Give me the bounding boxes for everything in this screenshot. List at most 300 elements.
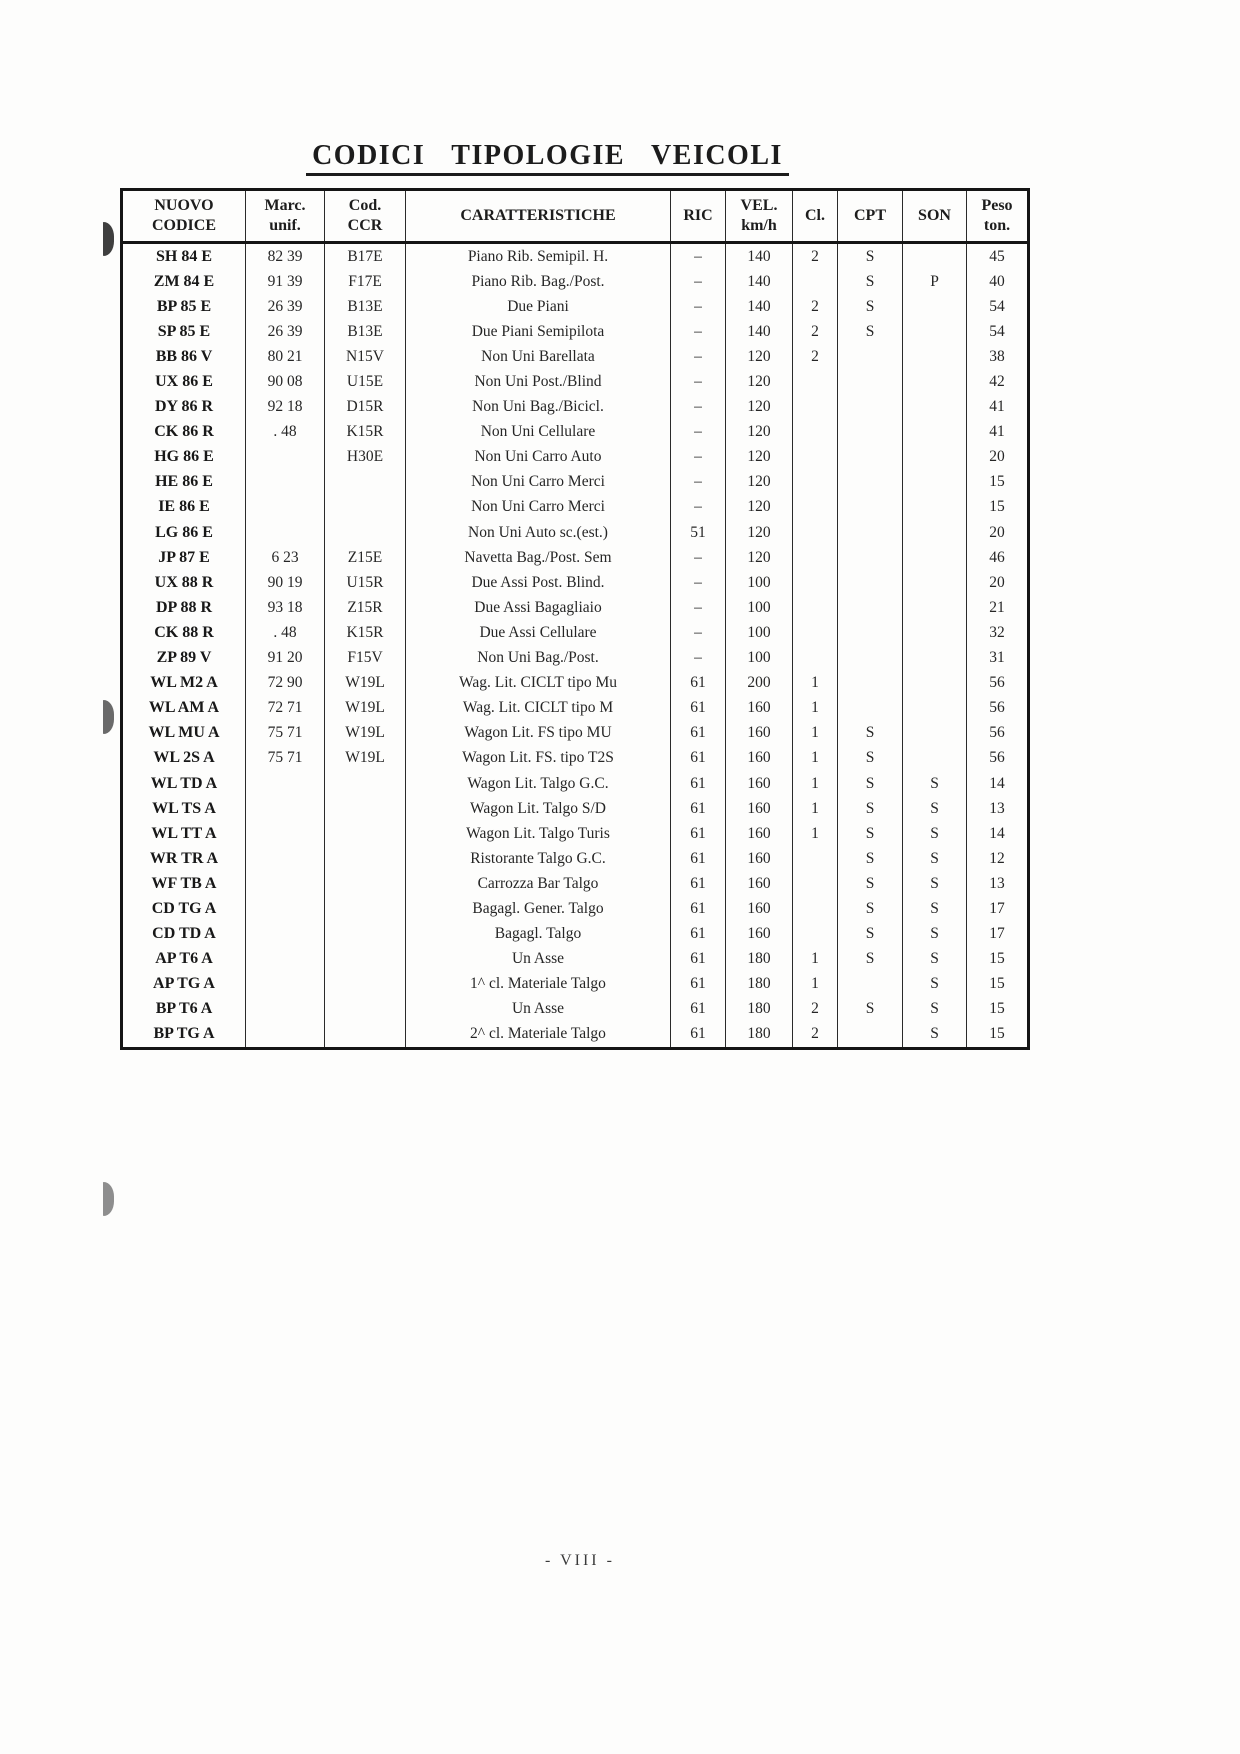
cell-marc [246,972,325,997]
cell-cpt [838,520,903,545]
cell-son [903,671,967,696]
cell-cpt: S [838,922,903,947]
cell-ccr: D15R [325,395,406,420]
cell-ccr: U15E [325,369,406,394]
cell-peso: 41 [967,420,1029,445]
cell-marc [246,922,325,947]
cell-ric: 61 [671,922,726,947]
cell-peso: 15 [967,947,1029,972]
cell-ccr [325,922,406,947]
cell-son [903,696,967,721]
cell-ric: – [671,420,726,445]
cell-cl [793,445,838,470]
cell-car: Due Piani Semipilota [406,319,671,344]
cell-peso: 13 [967,871,1029,896]
cell-peso: 14 [967,821,1029,846]
cell-cpt [838,395,903,420]
cell-ccr: Z15R [325,595,406,620]
cell-marc [246,470,325,495]
cell-car: Non Uni Cellulare [406,420,671,445]
cell-ric: – [671,269,726,294]
cell-cpt: S [838,746,903,771]
cell-cl [793,871,838,896]
cell-cl: 2 [793,319,838,344]
vehicle-codes-table [120,188,1030,1050]
cell-ccr: K15R [325,620,406,645]
cell-car: Un Asse [406,997,671,1022]
cell-ric: – [671,294,726,319]
cell-vel: 140 [726,243,793,270]
cell-car: Non Uni Auto sc.(est.) [406,520,671,545]
cell-peso: 12 [967,846,1029,871]
cell-vel: 120 [726,420,793,445]
cell-vel: 180 [726,972,793,997]
cell-car: 2^ cl. Materiale Talgo [406,1022,671,1049]
table-body [122,243,1029,1049]
cell-cl [793,922,838,947]
cell-son: S [903,796,967,821]
cell-cpt: S [838,243,903,270]
cell-peso: 56 [967,721,1029,746]
cell-ccr: W19L [325,721,406,746]
cell-vel: 120 [726,445,793,470]
table-row [122,796,1029,821]
cell-son [903,319,967,344]
cell-vel: 160 [726,871,793,896]
cell-ccr: K15R [325,420,406,445]
cell-son [903,746,967,771]
cell-ccr [325,821,406,846]
cell-codice: WL TT A [122,821,246,846]
cell-cl: 1 [793,721,838,746]
cell-vel: 160 [726,922,793,947]
cell-codice: DY 86 R [122,395,246,420]
cell-ccr [325,997,406,1022]
cell-vel: 180 [726,947,793,972]
cell-car: Due Assi Post. Blind. [406,570,671,595]
cell-codice: CK 88 R [122,620,246,645]
cell-ric: 61 [671,796,726,821]
cell-cpt [838,595,903,620]
cell-son [903,395,967,420]
cell-son [903,620,967,645]
cell-vel: 140 [726,294,793,319]
cell-codice: BP 85 E [122,294,246,319]
cell-marc: 92 18 [246,395,325,420]
table-row [122,243,1029,270]
cell-codice: WL MU A [122,721,246,746]
cell-ric: 61 [671,846,726,871]
cell-vel: 100 [726,570,793,595]
page-number: - VIII - [545,1552,615,1569]
cell-peso: 20 [967,520,1029,545]
cell-cl [793,420,838,445]
cell-peso: 15 [967,997,1029,1022]
cell-cl: 2 [793,243,838,270]
cell-vel: 120 [726,470,793,495]
cell-codice: ZP 89 V [122,646,246,671]
cell-cl: 1 [793,671,838,696]
column-header-vel: VEL. km/h [726,190,793,243]
cell-marc: 91 20 [246,646,325,671]
cell-marc: 75 71 [246,721,325,746]
cell-cpt [838,470,903,495]
cell-peso: 42 [967,369,1029,394]
cell-codice: WR TR A [122,846,246,871]
table-row [122,696,1029,721]
cell-peso: 46 [967,545,1029,570]
cell-ccr [325,470,406,495]
cell-ccr: U15R [325,570,406,595]
column-header-ric: RIC [671,190,726,243]
cell-cl: 1 [793,696,838,721]
table-row [122,671,1029,696]
cell-codice: WL M2 A [122,671,246,696]
table-row [122,570,1029,595]
cell-car: Piano Rib. Semipil. H. [406,243,671,270]
cell-cpt: S [838,771,903,796]
table-row [122,922,1029,947]
cell-cpt [838,545,903,570]
cell-son [903,520,967,545]
cell-cl [793,846,838,871]
cell-marc: 26 39 [246,294,325,319]
scan-artifact [103,1182,114,1216]
cell-car: Due Assi Bagagliaio [406,595,671,620]
cell-codice: WL 2S A [122,746,246,771]
cell-son [903,369,967,394]
cell-marc [246,846,325,871]
cell-marc [246,947,325,972]
cell-peso: 17 [967,922,1029,947]
cell-peso: 13 [967,796,1029,821]
cell-car: Wag. Lit. CICLT tipo M [406,696,671,721]
cell-codice: SH 84 E [122,243,246,270]
cell-car: Wagon Lit. Talgo G.C. [406,771,671,796]
cell-ccr [325,1022,406,1049]
table-row [122,972,1029,997]
table-row [122,620,1029,645]
cell-cl [793,896,838,921]
cell-ric: 61 [671,821,726,846]
cell-codice: SP 85 E [122,319,246,344]
cell-ric: 61 [671,997,726,1022]
cell-ccr: Z15E [325,545,406,570]
cell-marc [246,896,325,921]
cell-cpt: S [838,721,903,746]
cell-ccr: B17E [325,243,406,270]
cell-vel: 160 [726,721,793,746]
cell-car: Ristorante Talgo G.C. [406,846,671,871]
table-row [122,520,1029,545]
cell-codice: BP TG A [122,1022,246,1049]
cell-ric: – [671,646,726,671]
cell-cl [793,269,838,294]
cell-codice: AP T6 A [122,947,246,972]
cell-ric: 61 [671,972,726,997]
table-row [122,846,1029,871]
cell-peso: 20 [967,445,1029,470]
table-row [122,1022,1029,1049]
cell-car: Non Uni Post./Blind [406,369,671,394]
cell-ric: 61 [671,947,726,972]
cell-car: Wagon Lit. FS. tipo T2S [406,746,671,771]
table-row [122,445,1029,470]
cell-peso: 45 [967,243,1029,270]
cell-son [903,420,967,445]
cell-vel: 160 [726,796,793,821]
cell-car: Bagagl. Talgo [406,922,671,947]
cell-vel: 120 [726,344,793,369]
cell-vel: 160 [726,771,793,796]
table-row [122,721,1029,746]
cell-car: Wag. Lit. CICLT tipo Mu [406,671,671,696]
cell-car: Non Uni Carro Merci [406,470,671,495]
cell-vel: 180 [726,1022,793,1049]
table-row [122,369,1029,394]
cell-cl [793,520,838,545]
cell-cpt [838,646,903,671]
cell-marc: 80 21 [246,344,325,369]
cell-vel: 140 [726,269,793,294]
cell-peso: 15 [967,495,1029,520]
cell-cpt [838,445,903,470]
cell-car: Non Uni Barellata [406,344,671,369]
cell-marc: 91 39 [246,269,325,294]
cell-cl: 1 [793,796,838,821]
cell-son [903,545,967,570]
cell-ric: 61 [671,696,726,721]
cell-codice: CD TD A [122,922,246,947]
cell-ric: 61 [671,746,726,771]
scan-artifact [103,700,114,734]
cell-cl: 1 [793,821,838,846]
table-row [122,595,1029,620]
cell-son: S [903,997,967,1022]
cell-cl [793,369,838,394]
cell-cl: 1 [793,947,838,972]
cell-peso: 56 [967,696,1029,721]
cell-son: S [903,846,967,871]
cell-ric: – [671,243,726,270]
cell-car: Due Piani [406,294,671,319]
cell-peso: 54 [967,319,1029,344]
cell-marc [246,520,325,545]
cell-ccr: W19L [325,671,406,696]
cell-marc: 82 39 [246,243,325,270]
cell-codice: WL TS A [122,796,246,821]
cell-peso: 41 [967,395,1029,420]
cell-cpt [838,344,903,369]
cell-son [903,470,967,495]
cell-vel: 120 [726,520,793,545]
cell-peso: 56 [967,746,1029,771]
cell-cpt: S [838,294,903,319]
cell-cpt: S [838,846,903,871]
cell-ccr [325,896,406,921]
cell-cpt [838,495,903,520]
cell-ric: – [671,570,726,595]
cell-peso: 56 [967,671,1029,696]
cell-son: S [903,922,967,947]
cell-ric: – [671,395,726,420]
cell-codice: LG 86 E [122,520,246,545]
cell-son: S [903,1022,967,1049]
cell-marc: 26 39 [246,319,325,344]
column-header-car: CARATTERISTICHE [406,190,671,243]
cell-ccr [325,846,406,871]
cell-cl [793,470,838,495]
column-header-ccr: Cod. CCR [325,190,406,243]
cell-car: Carrozza Bar Talgo [406,871,671,896]
table-row [122,319,1029,344]
table-row [122,294,1029,319]
cell-vel: 160 [726,746,793,771]
cell-cpt: S [838,821,903,846]
cell-codice: ZM 84 E [122,269,246,294]
cell-cpt [838,696,903,721]
cell-son: S [903,821,967,846]
cell-peso: 17 [967,896,1029,921]
cell-vel: 120 [726,495,793,520]
cell-cpt: S [838,796,903,821]
cell-ccr [325,495,406,520]
cell-ccr [325,947,406,972]
cell-cpt [838,1022,903,1049]
cell-ccr [325,796,406,821]
cell-ccr: B13E [325,319,406,344]
cell-codice: HE 86 E [122,470,246,495]
cell-marc: 72 71 [246,696,325,721]
column-header-cpt: CPT [838,190,903,243]
cell-ccr [325,771,406,796]
cell-ric: 61 [671,871,726,896]
cell-car: Navetta Bag./Post. Sem [406,545,671,570]
cell-son: S [903,972,967,997]
cell-cpt [838,369,903,394]
cell-ccr: W19L [325,746,406,771]
cell-vel: 140 [726,319,793,344]
cell-car: 1^ cl. Materiale Talgo [406,972,671,997]
cell-marc [246,445,325,470]
cell-vel: 100 [726,595,793,620]
cell-vel: 160 [726,846,793,871]
table-row [122,495,1029,520]
cell-cl [793,570,838,595]
cell-ccr: F17E [325,269,406,294]
cell-cl: 1 [793,771,838,796]
table-row [122,420,1029,445]
table-row [122,344,1029,369]
cell-ccr: B13E [325,294,406,319]
cell-marc: . 48 [246,420,325,445]
cell-car: Wagon Lit. FS tipo MU [406,721,671,746]
cell-marc [246,1022,325,1049]
cell-vel: 100 [726,620,793,645]
scan-artifact [103,222,114,256]
cell-cpt: S [838,319,903,344]
cell-car: Un Asse [406,947,671,972]
cell-cpt [838,972,903,997]
cell-cl [793,646,838,671]
cell-vel: 180 [726,997,793,1022]
cell-codice: WL AM A [122,696,246,721]
cell-son: S [903,896,967,921]
table-row [122,871,1029,896]
cell-son [903,595,967,620]
cell-son: S [903,771,967,796]
cell-ric: – [671,595,726,620]
cell-ric: – [671,545,726,570]
cell-codice: HG 86 E [122,445,246,470]
cell-ric: 61 [671,771,726,796]
cell-cpt: S [838,269,903,294]
cell-cl [793,620,838,645]
cell-son: S [903,871,967,896]
cell-car: Due Assi Cellulare [406,620,671,645]
column-header-codice: NUOVO CODICE [122,190,246,243]
cell-cl: 2 [793,344,838,369]
cell-peso: 21 [967,595,1029,620]
cell-ccr [325,871,406,896]
cell-marc [246,796,325,821]
cell-marc [246,871,325,896]
cell-peso: 20 [967,570,1029,595]
cell-vel: 100 [726,646,793,671]
cell-son [903,294,967,319]
cell-peso: 14 [967,771,1029,796]
cell-marc: 90 19 [246,570,325,595]
cell-ric: 51 [671,520,726,545]
table-row [122,646,1029,671]
cell-ric: – [671,620,726,645]
cell-cl [793,545,838,570]
cell-ric: – [671,319,726,344]
cell-codice: AP TG A [122,972,246,997]
cell-peso: 31 [967,646,1029,671]
cell-son: S [903,947,967,972]
cell-ric: – [671,344,726,369]
cell-cl: 1 [793,746,838,771]
cell-vel: 120 [726,369,793,394]
cell-marc: . 48 [246,620,325,645]
cell-ccr: F15V [325,646,406,671]
cell-ric: – [671,495,726,520]
cell-marc: 75 71 [246,746,325,771]
cell-peso: 15 [967,1022,1029,1049]
cell-son [903,344,967,369]
cell-son [903,495,967,520]
table-head [122,190,1029,243]
cell-car: Piano Rib. Bag./Post. [406,269,671,294]
cell-cpt: S [838,896,903,921]
cell-vel: 120 [726,395,793,420]
cell-son [903,721,967,746]
cell-cpt [838,420,903,445]
cell-peso: 15 [967,972,1029,997]
cell-ric: – [671,470,726,495]
cell-ric: – [671,445,726,470]
column-header-cl: Cl. [793,190,838,243]
cell-vel: 120 [726,545,793,570]
cell-ric: 61 [671,671,726,696]
cell-marc [246,495,325,520]
cell-cpt [838,671,903,696]
cell-cl: 2 [793,294,838,319]
cell-car: Wagon Lit. Talgo Turis [406,821,671,846]
cell-codice: UX 86 E [122,369,246,394]
cell-ccr [325,972,406,997]
